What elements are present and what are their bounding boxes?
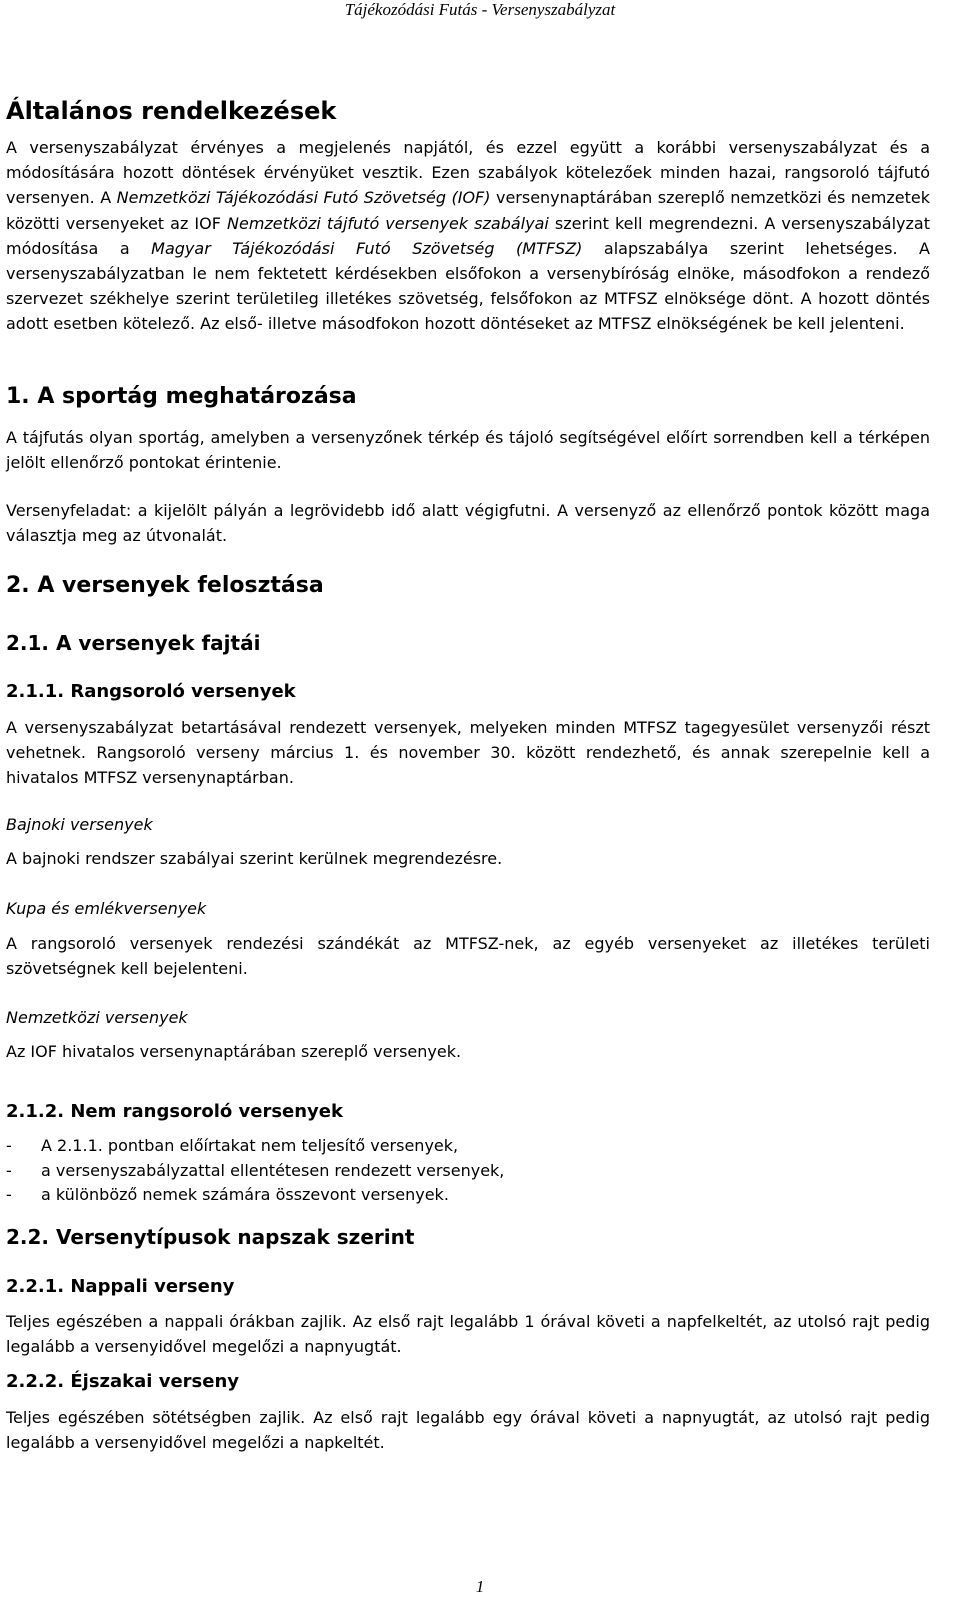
section-2-1-1-title: 2.1.1. Rangsoroló versenyek xyxy=(6,681,296,702)
section-2-1-1-paragraph: A versenyszabályzat betartásával rendezett versenyek, melyeken minden MTFSZ tagegyesület versenyzői részt vehetnek. Rangsoroló verseny március 1. és november 30. között rendezhető, és annak szerepelnie kell a hivatalos MTFSZ versenynaptárban. xyxy=(6,718,930,788)
kupa-title: Kupa és emlékversenyek xyxy=(6,899,207,918)
bajnoki-title: Bajnoki versenyek xyxy=(6,815,153,834)
general-provisions-body xyxy=(6,135,930,337)
section-2-1-2-title: 2.1.2. Nem rangsoroló versenyek xyxy=(6,1101,343,1122)
running-header: Tájékozódási Futás - Versenyszabályzat xyxy=(344,0,616,19)
section-2-2-2-title: 2.2.2. Éjszakai verseny xyxy=(6,1371,239,1392)
bajnoki-paragraph: A bajnoki rendszer szabályai szerint kerülnek megrendezésre. xyxy=(6,849,503,868)
nemzetkozi-title: Nemzetközi versenyek xyxy=(6,1008,188,1027)
section-1-paragraph-1: A tájfutás olyan sportág, amelyben a versenyzőnek térkép és tájoló segítségével előírt sorrendben kell a térképen jelölt ellenőrző pontokat érintenie. xyxy=(6,428,930,473)
section-2-2-2-paragraph: Teljes egészében sötétségben zajlik. Az első rajt legalább egy órával követi a napnyugtát, az utolsó rajt pedig legalább a versenyidővel megelőzi a napkeltét. xyxy=(6,1408,930,1453)
general-provisions-title: Általános rendelkezések xyxy=(6,97,337,125)
nemzetkozi-paragraph: Az IOF hivatalos versenynaptárában szereplő versenyek. xyxy=(6,1042,462,1061)
section-1-title: 1. A sportág meghatározása xyxy=(6,384,357,409)
section-2-2-1-paragraph: Teljes egészében a nappali órákban zajlik. Az első rajt legalább 1 órával követi a napfelkeltét, az utolsó rajt pedig legalább a versenyidővel megelőzi a napnyugtát. xyxy=(6,1312,930,1357)
kupa-paragraph: A rangsoroló versenyek rendezési szándékát az MTFSZ-nek, az egyéb versenyeket az illetékes területi szövetségnek kell bejelenteni. xyxy=(6,934,930,979)
list-item: - a versenyszabályzattal ellentétesen rendezett versenyek, xyxy=(6,1161,505,1180)
page-number: 1 xyxy=(475,1577,485,1596)
section-2-2-1-title: 2.2.1. Nappali verseny xyxy=(6,1276,235,1297)
general-paragraph: A versenyszabályzat érvényes a megjelenés napjától, és ezzel együtt a korábbi versenyszabályzat és a módosítására hozott döntések érvényüket vesztik. Ezen szabályok kötelezőek minden hazai, rangsoroló tájfutó versenyen. A Nemzetközi Tájékozódási Futó Szövetség (IOF) versenynaptárában szereplő nemzetközi és nemzetek közötti versenyeket az IOF Nemzetközi tájfutó versenyek szabályai szerint kell megrendezni. A versenyszabályzat módosítása a Magyar Tájékozódási Futó Szövetség (MTFSZ) alapszabálya szerint lehetséges. A versenyszabályzatban le nem fektetett kérdésekben elsőfokon a versenybíróság elnöke, másodfokon a rendező szervezet székhelye szerint területileg illetékes szövetség, felsőfokon az MTFSZ elnöksége dönt. A hozott döntés adott esetben kötelező. Az első- illetve másodfokon hozott döntéseket az MTFSZ elnökségének be kell jelenteni. xyxy=(6,138,930,334)
section-2-title: 2. A versenyek felosztása xyxy=(6,573,324,598)
list-item: - a különböző nemek számára összevont versenyek. xyxy=(6,1185,449,1204)
list-item: - A 2.1.1. pontban előírtakat nem teljesítő versenyek, xyxy=(6,1136,459,1155)
section-2-1-title: 2.1. A versenyek fajtái xyxy=(6,631,261,655)
section-2-2-title: 2.2. Versenytípusok napszak szerint xyxy=(6,1225,415,1249)
section-1-paragraph-2: Versenyfeladat: a kijelölt pályán a legrövidebb idő alatt végigfutni. A versenyző az ellenőrző pontok között maga választja meg az útvonalát. xyxy=(6,501,930,546)
